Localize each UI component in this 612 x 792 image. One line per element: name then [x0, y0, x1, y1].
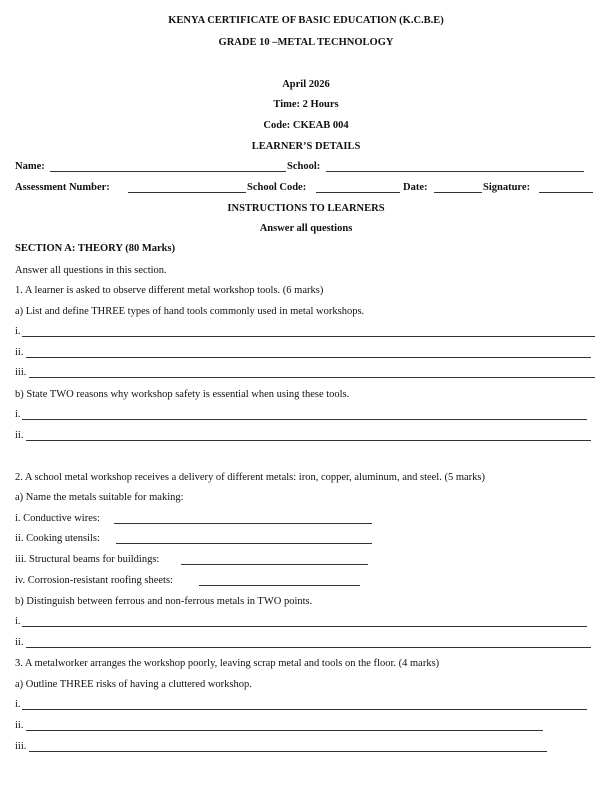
answer-rule: [22, 709, 587, 710]
school-field[interactable]: [326, 171, 584, 172]
q1-stem: 1. A learner is asked to observe different metal workshop tools. (6 marks): [15, 285, 324, 296]
answer-rule: [199, 585, 360, 586]
q1b-answer-line-2[interactable]: [15, 429, 595, 442]
assessment-number-label: Assessment Number:: [15, 182, 110, 193]
school-code-field[interactable]: [316, 192, 400, 193]
answer-label: i.: [15, 326, 21, 337]
answer-rule: [26, 647, 591, 648]
instructions-sub: Answer all questions: [259, 223, 353, 234]
answer-rule: [116, 543, 372, 544]
answer-label: ii.: [15, 637, 24, 648]
date-field[interactable]: [434, 192, 482, 193]
answer-rule: [26, 357, 591, 358]
section-a-intro: Answer all questions in this section.: [15, 265, 167, 276]
q3-stem: 3. A metalworker arranges the workshop poorly, leaving scrap metal and tools on the floor. (4 marks): [15, 658, 440, 669]
answer-label: ii. Cooking utensils:: [15, 533, 100, 544]
signature-label: Signature:: [483, 182, 531, 193]
q3a-answer-line-2[interactable]: [15, 719, 595, 732]
q3a-prompt: a) Outline THREE risks of having a cluttered workshop.: [15, 679, 252, 690]
q1a-answer-line-2[interactable]: [15, 346, 595, 359]
q2b-answer-line-2[interactable]: [15, 636, 595, 649]
answer-label: i.: [15, 616, 21, 627]
school-code-label: School Code:: [247, 182, 307, 193]
q2b-answer-line-1[interactable]: [15, 615, 595, 628]
answer-rule: [22, 419, 587, 420]
section-a-title: SECTION A: THEORY (80 Marks): [15, 243, 176, 254]
exam-subject: GRADE 10 –METAL TECHNOLOGY: [218, 37, 394, 48]
answer-rule: [114, 523, 372, 524]
answer-label: ii.: [15, 720, 24, 731]
answer-rule: [181, 564, 368, 565]
learner-details-heading: LEARNER’S DETAILS: [251, 141, 361, 152]
answer-rule: [29, 751, 547, 752]
answer-label: i. Conductive wires:: [15, 513, 100, 524]
answer-rule: [29, 377, 595, 378]
instructions-heading: INSTRUCTIONS TO LEARNERS: [227, 203, 385, 214]
q2a-answer-line-3[interactable]: [15, 553, 375, 566]
answer-label: ii.: [15, 430, 24, 441]
answer-label: iii.: [15, 367, 27, 378]
answer-label: iii. Structural beams for buildings:: [15, 554, 160, 565]
q1a-answer-line-1[interactable]: [15, 325, 595, 338]
answer-label: i.: [15, 699, 21, 710]
answer-label: i.: [15, 409, 21, 420]
q1b-prompt: b) State TWO reasons why workshop safety is essential when using these tools.: [15, 389, 350, 400]
answer-label: iv. Corrosion-resistant roofing sheets:: [15, 575, 173, 586]
answer-rule: [22, 336, 595, 337]
answer-rule: [26, 440, 591, 441]
date-label: Date:: [403, 182, 428, 193]
q1a-prompt: a) List and define THREE types of hand tools commonly used in metal workshops.: [15, 306, 365, 317]
q1b-answer-line-1[interactable]: [15, 408, 595, 421]
q2a-prompt: a) Name the metals suitable for making:: [15, 492, 184, 503]
assessment-number-field[interactable]: [128, 192, 246, 193]
q3a-answer-line-3[interactable]: [15, 740, 595, 753]
q2-stem: 2. A school metal workshop receives a delivery of different metals: iron, copper, aluminum, and steel. (5 marks): [15, 472, 486, 483]
answer-rule: [26, 730, 543, 731]
school-label: School:: [287, 161, 321, 172]
exam-time: Time: 2 Hours: [273, 99, 339, 110]
answer-label: ii.: [15, 347, 24, 358]
q1a-answer-line-3[interactable]: [15, 366, 595, 379]
signature-field[interactable]: [539, 192, 593, 193]
q2b-prompt: b) Distinguish between ferrous and non-ferrous metals in TWO points.: [15, 596, 313, 607]
q2a-answer-line-4[interactable]: [15, 574, 375, 587]
q2a-answer-line-2[interactable]: [15, 532, 375, 545]
name-label: Name:: [15, 161, 45, 172]
answer-label: iii.: [15, 741, 27, 752]
q2a-answer-line-1[interactable]: [15, 512, 375, 525]
exam-code: Code: CKEAB 004: [263, 120, 349, 131]
exam-title: KENYA CERTIFICATE OF BASIC EDUCATION (K.C.B.E): [168, 15, 444, 26]
answer-rule: [22, 626, 587, 627]
name-field[interactable]: [50, 171, 286, 172]
q3a-answer-line-1[interactable]: [15, 698, 595, 711]
exam-date: April 2026: [282, 79, 330, 90]
